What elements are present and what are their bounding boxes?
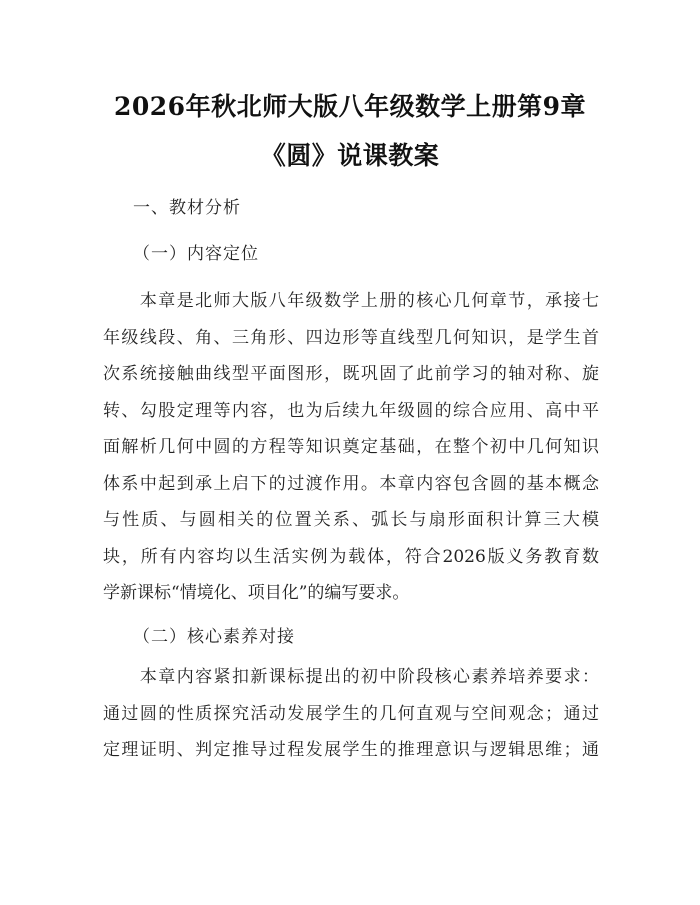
paragraph-line: 定理证明、判定推导过程发展学生的推理意识与逻辑思维；通 xyxy=(103,740,599,760)
paragraph-line: 次系统接触曲线型平面图形，既巩固了此前学习的轴对称、旋 xyxy=(103,364,599,384)
paragraph-line: 面解析几何中圆的方程等知识奠定基础，在整个初中几何知识 xyxy=(103,437,599,457)
document-title-line-1: 2026年秋北师大版八年级数学上册第9章 xyxy=(114,92,586,121)
paragraph-line: 体系中起到承上启下的过渡作用。本章内容包含圆的基本概念 xyxy=(103,473,599,494)
paragraph-line: 学新课标“情境化、项目化”的编写要求。 xyxy=(103,583,410,603)
paragraph-line: 通过圆的性质探究活动发展学生的几何直观与空间观念；通过 xyxy=(103,703,599,724)
section-heading-textbook-analysis: 一、教材分析 xyxy=(133,198,241,218)
paragraph-line: 块，所有内容均以生活实例为载体，符合2026版义务教育数 xyxy=(103,546,599,567)
paragraph-line: 转、勾股定理等内容，也为后续九年级圆的综合应用、高中平 xyxy=(103,400,599,421)
paragraph-line: 本章内容紧扣新课标提出的初中阶段核心素养培养要求： xyxy=(103,667,599,687)
subsection-heading-content-positioning: （一）内容定位 xyxy=(133,244,259,264)
paragraph-content-positioning xyxy=(103,283,599,612)
paragraph-line: 年级线段、角、三角形、四边形等直线型几何知识，是学生首 xyxy=(103,327,599,348)
subsection-heading-core-literacy: （二）核心素养对接 xyxy=(133,627,295,647)
paragraph-line: 本章是北师大版八年级数学上册的核心几何章节，承接七 xyxy=(103,291,599,311)
document-title-line-2: 《圆》说课教案 xyxy=(260,141,440,170)
paragraph-line: 与性质、与圆相关的位置关系、弧长与扇形面积计算三大模 xyxy=(103,510,599,530)
paragraph-core-literacy xyxy=(103,659,599,769)
